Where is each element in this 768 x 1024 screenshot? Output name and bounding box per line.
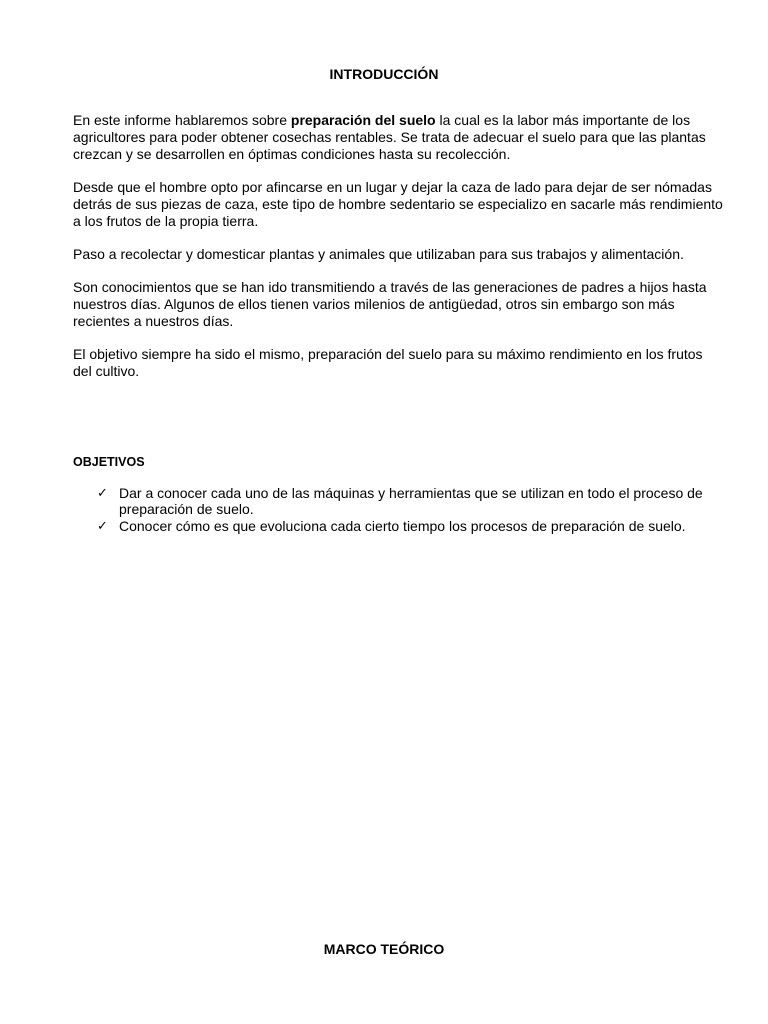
- intro-paragraph-4: Son conocimientos que se han ido transmitiendo a través de las generaciones de padres a hijos hasta nuestros días. Algunos de ellos tienen varios milenios de antigüedad, otros sin embargo son más recientes a nuestros días.: [73, 279, 707, 329]
- intro-paragraph-1-bold: preparación del suelo: [290, 112, 436, 128]
- checkmark-icon: ✓: [97, 485, 108, 500]
- intro-paragraph-3: Paso a recolectar y domesticar plantas y animales que utilizaban para sus trabajos y alimentación.: [73, 246, 684, 262]
- objectives-heading: OBJETIVOS: [73, 455, 145, 469]
- objective-item: [97, 518, 717, 534]
- theoretical-framework-heading: MARCO TEÓRICO: [323, 941, 445, 957]
- objective-text: Dar a conocer cada uno de las máquinas y herramientas que se utilizan en todo el proceso de preparación de suelo.: [119, 485, 703, 517]
- intro-paragraph-5: El objetivo siempre ha sido el mismo, preparación del suelo para su máximo rendimiento en los frutos del cultivo.: [73, 346, 703, 379]
- intro-paragraph-2: Desde que el hombre opto por afincarse en un lugar y dejar la caza de lado para dejar de ser nómadas detrás de sus piezas de caza, este tipo de hombre sedentario se especializo en sacarle más rendimiento a los frutos de la propia tierra.: [73, 179, 723, 229]
- introduction-body: [73, 112, 723, 396]
- checkmark-icon: ✓: [97, 518, 108, 533]
- objective-text: Conocer cómo es que evoluciona cada cierto tiempo los procesos de preparación de suelo.: [119, 518, 686, 534]
- introduction-heading: INTRODUCCIÓN: [329, 66, 439, 82]
- intro-paragraph-1-start: En este informe hablaremos sobre: [73, 112, 291, 128]
- intro-paragraph-1: [73, 112, 723, 163]
- objective-item: [97, 485, 717, 517]
- objectives-list: [97, 485, 717, 535]
- intro-paragraph-1-end: la cual es la labor más importante de los agricultores para poder obtener cosechas rentables. Se trata de adecuar el suelo para que las plantas crezcan y se desarrollen en óptimas condiciones hasta su recolección.: [73, 112, 706, 162]
